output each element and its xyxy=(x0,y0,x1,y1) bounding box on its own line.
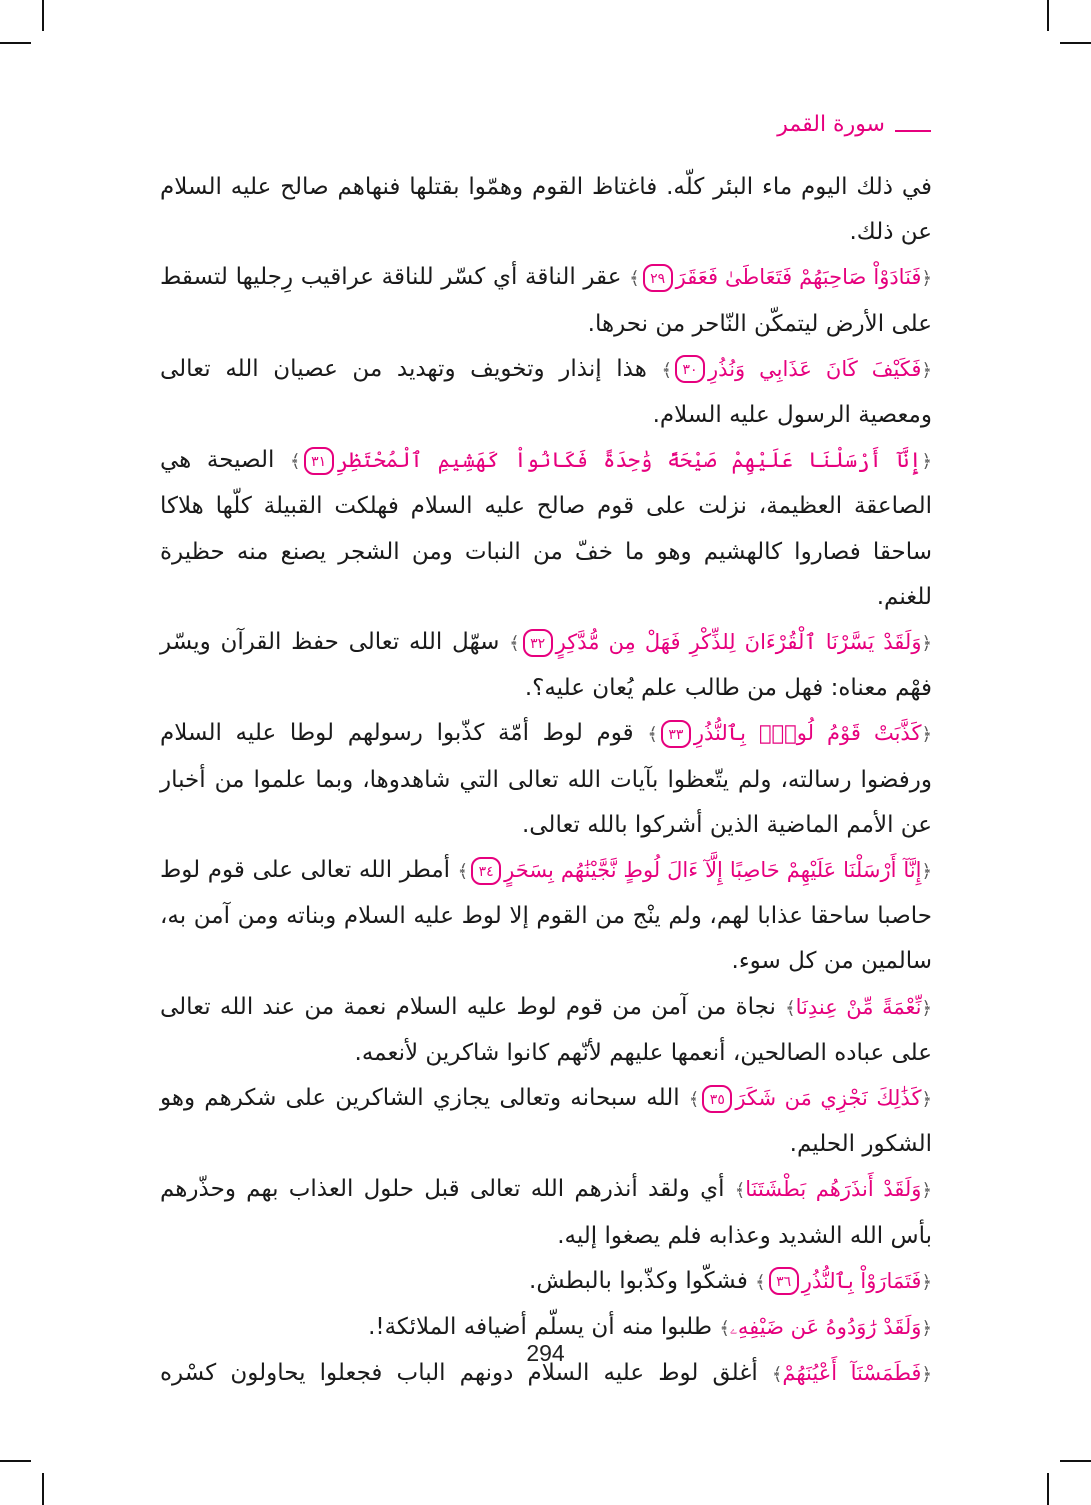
ornate-bracket-close: ﴾ xyxy=(509,633,520,655)
crop-mark-bottom-right-vertical xyxy=(1047,1473,1049,1505)
running-header xyxy=(777,112,931,137)
crop-mark-bottom-left-vertical xyxy=(42,1473,44,1505)
ayah-number-badge: ٣٥ xyxy=(702,1085,732,1113)
ayah-number-badge: ٣٤ xyxy=(471,857,501,885)
ornate-bracket-close: ﴾ xyxy=(290,451,301,473)
verse-text: فَنَادَوْاْ صَاحِبَهُمْ فَتَعَاطَىٰ فَعَقَرَ xyxy=(675,265,922,290)
paragraph-ayah-32 xyxy=(160,620,932,711)
ornate-bracket-open: ﴿ xyxy=(921,861,932,883)
commentary-text: قوم لوط أمّة كذّبوا رسولهم لوطا عليه السلام ورفضوا رسالته، ولم يتّعظوا بآيات الله تعالى التي شاهدوها، وبما علموا من أخبار عن الأمم الماضية الذين أشركوا بالله تعالى. xyxy=(160,720,932,838)
ayah-number-badge: ٣٢ xyxy=(523,629,553,657)
crop-mark-top-right-horizontal xyxy=(1060,42,1091,44)
ornate-bracket-open: ﴿ xyxy=(921,1089,932,1111)
verse-text: كَذَّبَتْ قَوْمُ لُوطٍۭ بِٱلنُّذُرِ xyxy=(693,721,922,746)
crop-mark-top-right-vertical xyxy=(1047,0,1049,31)
ornate-bracket-open: ﴿ xyxy=(921,1318,932,1340)
ornate-bracket-open: ﴿ xyxy=(921,1271,932,1293)
paragraph-ayah-34 xyxy=(160,848,932,985)
surah-title: سورة القمر xyxy=(777,112,885,137)
paragraph-ayah-35 xyxy=(160,1076,932,1167)
verse-text: فَطَمَسْنَآ أَعْيُنَهُمْ xyxy=(782,1361,922,1386)
paragraph-ayah-33 xyxy=(160,711,932,848)
ornate-bracket-close: ﴾ xyxy=(629,268,640,290)
ornate-bracket-open: ﴿ xyxy=(921,359,932,381)
ornate-bracket-open: ﴿ xyxy=(921,997,932,1019)
commentary-text: هذا إنذار وتخويف وتهديد من عصيان الله تعالى ومعصية الرسول عليه السلام. xyxy=(160,355,932,429)
ayah-number-badge: ٣٦ xyxy=(769,1267,799,1295)
ornate-bracket-close: ﴾ xyxy=(688,1089,700,1111)
ornate-bracket-open: ﴿ xyxy=(921,1364,933,1386)
verse-text: فَكَيْفَ كَانَ عَذَابِي وَنُذُرِ xyxy=(708,356,922,381)
commentary-text: عقر الناقة أي كسّر للناقة عراقيب رِجليها لتسقط على الأرض ليتمكّن النّاحر من نحرها. xyxy=(160,264,932,337)
commentary-text: نجاة من آمن من قوم لوط عليه السلام نعمة من عند الله تعالى على عباده الصالحين، أنعمها عليهم لأنّهم كانوا شاكرين لأنعمه. xyxy=(160,993,932,1066)
verse-text: إِنَّآ أَرْسَلْنَا عَلَيْهِمْ صَيْحَةً وَٰحِدَةً فَكَانُواْ كَهَشِيمِ ٱلْمُحْتَظِرِ xyxy=(336,448,922,473)
crop-mark-top-left-horizontal xyxy=(0,42,31,44)
ornate-bracket-close: ﴾ xyxy=(785,997,796,1019)
ornate-bracket-close: ﴾ xyxy=(755,1271,766,1293)
paragraph-continuation xyxy=(160,165,932,255)
ayah-number-badge: ٣٠ xyxy=(675,355,705,383)
commentary-text: في ذلك اليوم ماء البئر كلّه. فاغتاظ القوم وهمّوا بقتلها فنهاهم صالح عليه السلام عن ذلك. xyxy=(160,174,932,246)
ornate-bracket-open: ﴿ xyxy=(921,633,933,655)
ayah-number-badge: ٣٣ xyxy=(661,720,691,748)
ornate-bracket-open: ﴿ xyxy=(921,1180,932,1202)
ornate-bracket-open: ﴿ xyxy=(921,451,932,473)
ornate-bracket-open: ﴿ xyxy=(921,268,933,290)
ayah-number-badge: ٣١ xyxy=(304,447,334,475)
paragraph-ayah-29 xyxy=(160,255,932,346)
paragraph-ayah-31 xyxy=(160,438,932,620)
ornate-bracket-close: ﴾ xyxy=(771,1364,783,1386)
paragraph-ayah-36-part xyxy=(160,1167,932,1258)
page-number: 294 xyxy=(526,1340,565,1366)
commentary-text: أغلق لوط عليه السلام دونهم الباب فجعلوا يحاولون كسْره xyxy=(160,1360,758,1387)
header-rule xyxy=(895,130,931,132)
verse-text: وَلَقَدْ رَٰوَدُوهُ عَن ضَيْفِهِۦ xyxy=(729,1315,922,1340)
ornate-bracket-close: ﴾ xyxy=(734,1180,746,1202)
commentary-text: أي ولقد أنذرهم الله تعالى قبل حلول العذاب بهم وحذّرهم بأس الله الشديد وعذابه فلم يصغوا إليه. xyxy=(160,1176,932,1249)
verse-text: كَذَٰلِكَ نَجْزِي مَن شَكَرَ xyxy=(735,1086,922,1111)
crop-mark-bottom-left-horizontal xyxy=(0,1460,31,1462)
verse-text: فَتَمَارَوْاْ بِٱلنُّذُرِ xyxy=(801,1268,922,1293)
commentary-text: فشكّوا وكذّبوا بالبطش. xyxy=(529,1267,748,1294)
crop-mark-top-left-vertical xyxy=(42,0,44,31)
verse-text: نِّعْمَةً مِّنْ عِندِنَا xyxy=(795,994,922,1019)
commentary-text: سهّل الله تعالى حفظ القرآن ويسّر فهْم معناه: فهل من طالب علم يُعان عليه؟. xyxy=(160,629,932,702)
commentary-text: طلبوا منه أن يسلّم أضيافه الملائكة!. xyxy=(368,1314,713,1341)
ornate-bracket-close: ﴾ xyxy=(661,359,673,381)
verse-text: إِنَّآ أَرْسَلْنَا عَلَيْهِمْ حَاصِبًا إِلَّآ ءَالَ لُوطٍ نَّجَّيْنَٰهُم بِسَحَرٍ xyxy=(504,858,922,883)
ornate-bracket-open: ﴿ xyxy=(921,724,933,746)
ornate-bracket-close: ﴾ xyxy=(457,861,469,883)
tafsir-content xyxy=(160,165,932,1397)
verse-text: وَلَقَدْ أَنذَرَهُم بَطْشَتَنَا xyxy=(745,1177,922,1202)
verse-text: وَلَقَدْ يَسَّرْنَا ٱلْقُرْءَانَ لِلذِّكْرِ فَهَلْ مِن مُّدَّكِرٍ xyxy=(555,630,922,655)
paragraph-ayah-35-part xyxy=(160,985,932,1076)
commentary-text: الله سبحانه وتعالى يجازي الشاكرين على شكرهم وهو الشكور الحليم. xyxy=(160,1085,932,1158)
ornate-bracket-close: ﴾ xyxy=(719,1318,730,1340)
crop-mark-bottom-right-horizontal xyxy=(1060,1460,1091,1462)
ornate-bracket-close: ﴾ xyxy=(647,724,658,746)
paragraph-ayah-36 xyxy=(160,1259,932,1305)
commentary-text: أمطر الله تعالى على قوم لوط حاصبا ساحقا عذابا لهم، ولم ينْج من القوم إلا لوط عليه السلام وبناته ومن آمن به، سالمين من كل سوء. xyxy=(160,857,932,975)
ayah-number-badge: ٢٩ xyxy=(643,264,673,292)
paragraph-ayah-30 xyxy=(160,347,932,438)
commentary-text: الصيحة هي الصاعقة العظيمة، نزلت على قوم صالح عليه السلام فهلكت القبيلة كلّها هلاكا ساحقا فصاروا كالهشيم وهو ما خفّ من النبات ومن الشجر يصنع منه حظيرة للغنم. xyxy=(160,447,932,610)
